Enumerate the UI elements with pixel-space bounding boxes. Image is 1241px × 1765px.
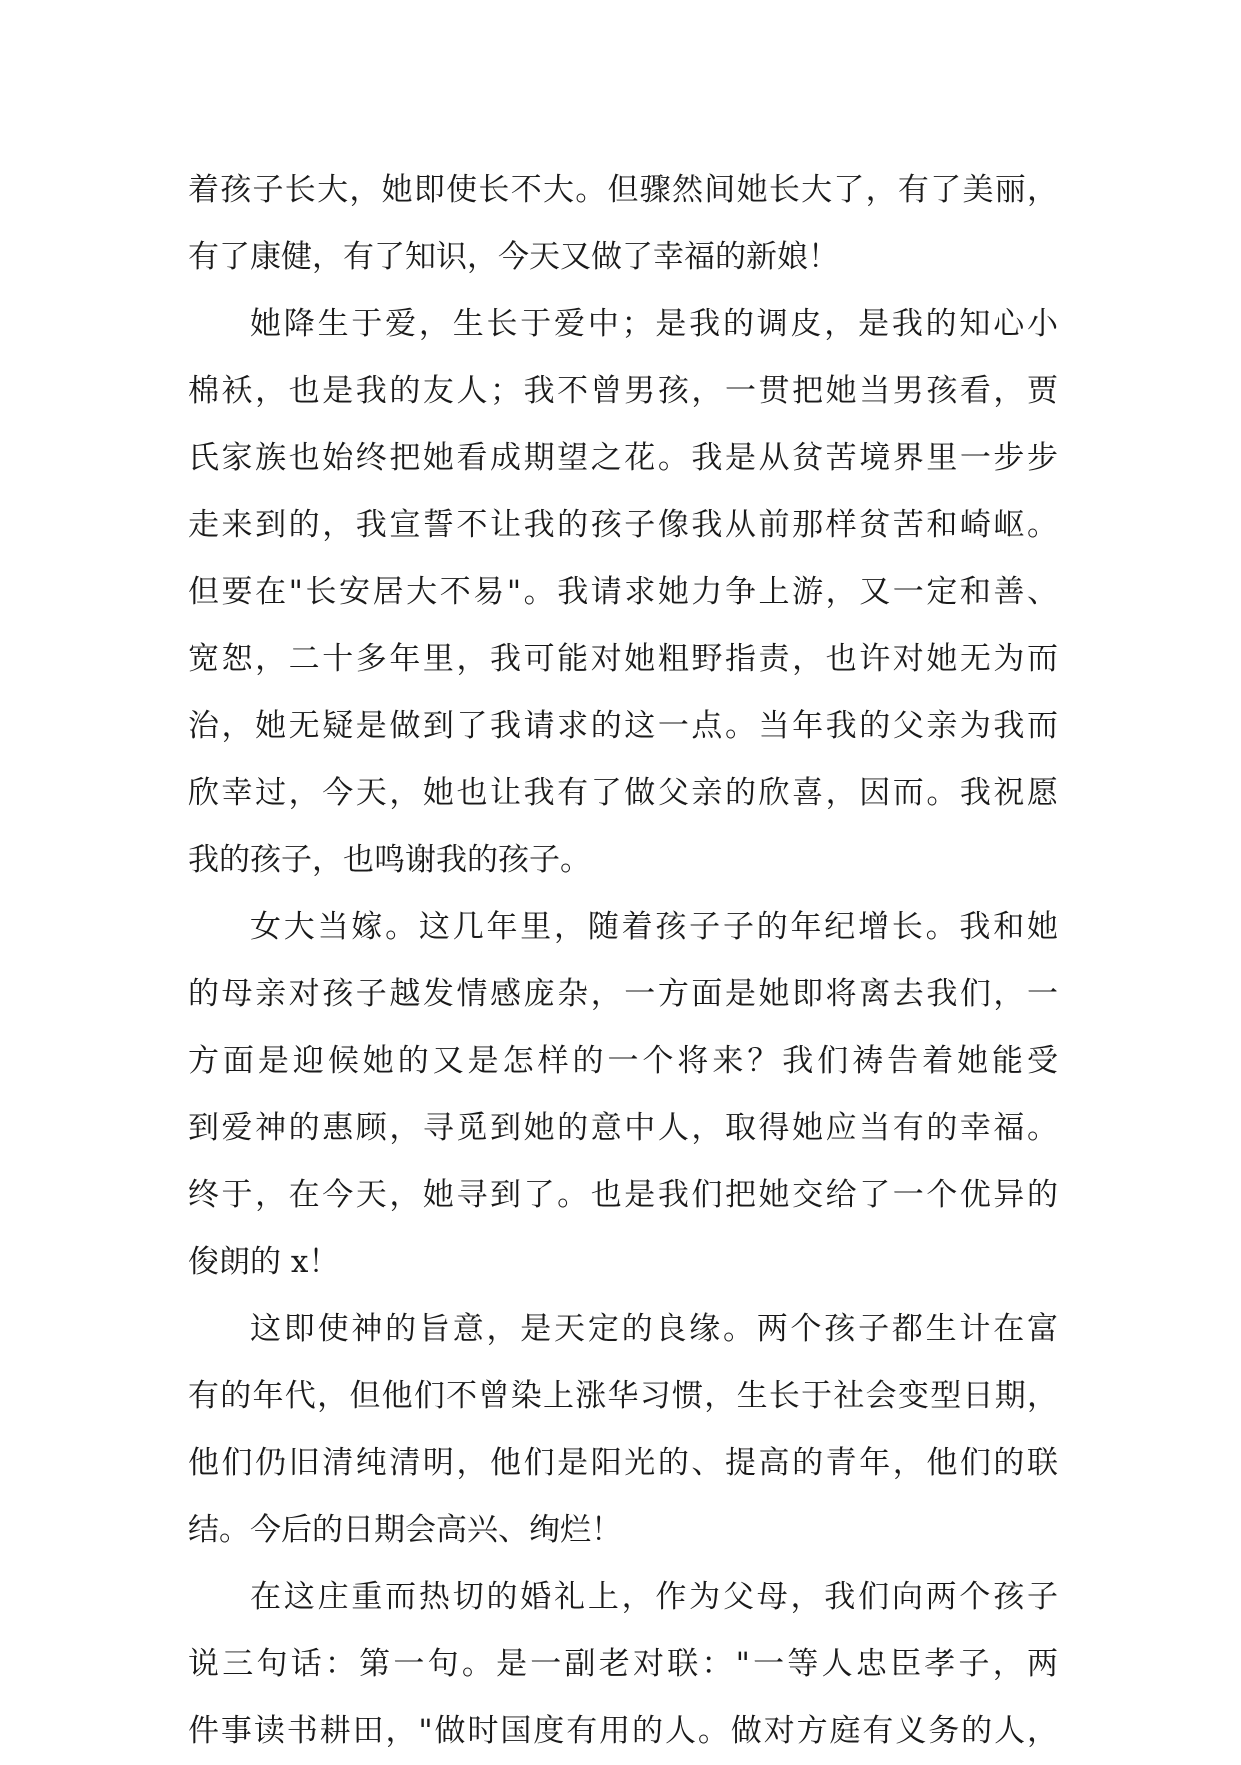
text-line: 但要在"长安居大不易"。我请求她力争上游，又一定和善、	[188, 574, 1058, 610]
text-line: 的母亲对孩子越发情感庞杂，一方面是她即将离去我们，一	[188, 976, 1058, 1012]
text-line: 走来到的，我宣誓不让我的孩子像我从前那样贫苦和崎岖。	[188, 507, 1058, 543]
text-line: 她降生于爱，生长于爱中；是我的调皮，是我的知心小	[250, 306, 1058, 342]
text-line: 终于，在今天，她寻到了。也是我们把她交给了一个优异的	[188, 1177, 1058, 1213]
text-line: 宽恕，二十多年里，我可能对她粗野指责，也许对她无为而	[188, 641, 1058, 677]
paragraph	[188, 1564, 1058, 1765]
text-line: 俊朗的 x！	[188, 1244, 340, 1280]
text-line: 他们仍旧清纯清明，他们是阳光的、提高的青年，他们的联	[188, 1445, 1058, 1481]
text-line: 件事读书耕田，"做时国度有用的人。做对方庭有义务的人，	[188, 1713, 1058, 1749]
text-line: 有的年代，但他们不曾染上涨华习惯，生长于社会变型日期，	[188, 1378, 1058, 1414]
text-line: 氏家族也始终把她看成期望之花。我是从贫苦境界里一步步	[188, 440, 1058, 476]
paragraph	[188, 291, 1058, 894]
text-line: 有了康健，有了知识，今天又做了幸福的新娘！	[188, 239, 839, 275]
text-line: 到爱神的惠顾，寻觅到她的意中人，取得她应当有的幸福。	[188, 1110, 1058, 1146]
text-line: 说三句话：第一句。是一副老对联："一等人忠臣孝子，两	[188, 1646, 1058, 1682]
text-line: 我的孩子，也鸣谢我的孩子。	[188, 842, 591, 878]
text-line: 方面是迎候她的又是怎样的一个将来？我们祷告着她能受	[188, 1043, 1058, 1079]
paragraph	[188, 1296, 1058, 1564]
text-line: 这即使神的旨意，是天定的良缘。两个孩子都生计在富	[250, 1311, 1058, 1347]
text-line: 结。今后的日期会高兴、绚烂！	[188, 1512, 622, 1548]
text-line: 欣幸过，今天，她也让我有了做父亲的欣喜，因而。我祝愿	[188, 775, 1058, 811]
text-line: 治，她无疑是做到了我请求的这一点。当年我的父亲为我而	[188, 708, 1058, 744]
document-body	[188, 157, 1058, 1765]
paragraph	[188, 157, 1058, 291]
text-line: 棉袄，也是我的友人；我不曾男孩，一贯把她当男孩看，贾	[188, 373, 1058, 409]
text-line: 女大当嫁。这几年里，随着孩子子的年纪增长。我和她	[250, 909, 1058, 945]
text-line: 着孩子长大，她即使长不大。但骤然间她长大了，有了美丽，	[188, 172, 1058, 208]
paragraph	[188, 894, 1058, 1296]
text-line: 在这庄重而热切的婚礼上，作为父母，我们向两个孩子	[250, 1579, 1058, 1615]
